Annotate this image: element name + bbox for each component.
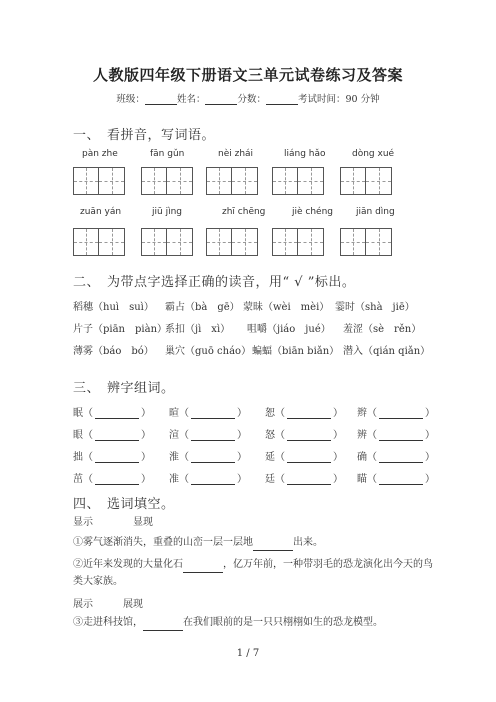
section2-heading: 二、 为带点字选择正确的读音，用“ √ ”标出。	[73, 275, 356, 290]
section1-heading: 一、 看拼音，写词语。	[73, 128, 216, 143]
pinyin-3: nèi zhái	[218, 149, 254, 159]
answer-grid[interactable]	[141, 228, 193, 256]
pinyin-4: liáng hǎo	[284, 149, 326, 159]
word-group-item[interactable]: 准（ ）	[169, 474, 247, 485]
reading-choice[interactable]: 羞涩（sè rěn）	[343, 324, 422, 335]
answer-grid[interactable]	[73, 167, 125, 195]
page-number: 1 / 7	[236, 648, 260, 659]
student-info-line	[0, 91, 496, 105]
score-blank[interactable]	[266, 94, 298, 105]
reading-choice[interactable]: 蒙昧（wèi mèi）	[243, 302, 330, 313]
pinyin-1: pàn zhe	[82, 149, 118, 159]
answer-grid[interactable]	[73, 228, 125, 256]
name-blank[interactable]	[205, 94, 237, 105]
reading-choice[interactable]: 片子（piān piàn）	[73, 324, 168, 335]
section3-heading: 三、 辨字组词。	[73, 381, 175, 396]
word-group-item[interactable]: 恕（ ）	[265, 408, 343, 419]
pinyin-6: zuān yán	[80, 207, 122, 217]
word-group-item[interactable]: 瞄（ ）	[357, 474, 435, 485]
pinyin-7: jiū jìng	[152, 207, 182, 217]
question-1: ①雾气逐渐消失，重叠的山峦一层一层地 出来。	[73, 534, 433, 551]
word-group-item[interactable]: 暄（ ）	[169, 408, 247, 419]
word-group-item[interactable]: 延（ ）	[265, 452, 343, 463]
answer-grid[interactable]	[340, 228, 392, 256]
reading-choice[interactable]: 霎时（shà jiē）	[335, 302, 415, 313]
word-group-item[interactable]: 茁（ ）	[73, 474, 151, 485]
answer-grid[interactable]	[272, 228, 324, 256]
reading-choice[interactable]: 咀嚼（jiáo jué）	[247, 324, 331, 335]
pinyin-5: dòng xué	[352, 149, 395, 159]
word-group-item[interactable]: 渲（ ）	[169, 430, 247, 441]
pinyin-8: zhī chēng	[222, 207, 266, 217]
answer-grid[interactable]	[141, 167, 193, 195]
pinyin-10: jiān dìng	[356, 207, 395, 217]
question-3: ③走进科技馆， 在我们眼前的是一只只栩栩如生的恐龙模型。	[73, 614, 433, 631]
time-label: 考试时间：90 分钟	[297, 94, 380, 105]
word-group-item[interactable]: 辫（ ）	[357, 408, 435, 419]
answer-blank[interactable]	[253, 540, 293, 551]
reading-choice[interactable]: 稻穗（huì suì）	[73, 302, 154, 313]
word-pair-1: 显示 显现	[73, 517, 153, 528]
word-group-item[interactable]: 怒（ ）	[265, 430, 343, 441]
word-group-item[interactable]: 淮（ ）	[169, 452, 247, 463]
reading-choice[interactable]: 巢穴（guō cháo）	[165, 346, 252, 357]
question-2: ②近年来发现的大量化石 ，亿万年前，一种带羽毛的恐龙演化出今天的鸟类大家族。	[73, 559, 433, 587]
reading-choice[interactable]: 霸占（bà gē）	[165, 302, 240, 313]
word-group-item[interactable]: 眠（ ）	[73, 408, 151, 419]
reading-choice[interactable]: 潜入（qián qiǎn）	[343, 346, 431, 357]
answer-grid[interactable]	[206, 167, 258, 195]
word-group-item[interactable]: 辨（ ）	[357, 430, 435, 441]
answer-grid[interactable]	[206, 228, 258, 256]
reading-choice[interactable]: 薄雾（báo bó）	[73, 346, 154, 357]
pinyin-9: jiè chéng	[292, 207, 334, 217]
class-label: 班级：	[116, 94, 145, 105]
name-label: 姓名：	[176, 94, 206, 105]
word-group-item[interactable]: 眼（ ）	[73, 430, 151, 441]
reading-choice[interactable]: 蝙蝠（biān biǎn）	[252, 346, 340, 357]
class-blank[interactable]	[145, 94, 177, 105]
word-pair-2: 展示 展现	[73, 599, 143, 610]
section4-heading: 四、 选词填空。	[73, 497, 175, 512]
page-title: 人教版四年级下册语文三单元试卷练习及答案	[92, 66, 403, 84]
word-group-item[interactable]: 廷（ ）	[265, 474, 343, 485]
pinyin-2: fān gǔn	[150, 149, 185, 159]
word-group-item[interactable]: 拙（ ）	[73, 452, 151, 463]
word-group-item[interactable]: 确（ ）	[357, 452, 435, 463]
score-label: 分数：	[237, 94, 266, 105]
answer-blank[interactable]	[143, 620, 183, 631]
answer-grid[interactable]	[340, 167, 392, 195]
reading-choice[interactable]: 系扣（jì xì）	[165, 324, 231, 335]
answer-blank[interactable]	[183, 562, 223, 573]
answer-grid[interactable]	[272, 167, 324, 195]
